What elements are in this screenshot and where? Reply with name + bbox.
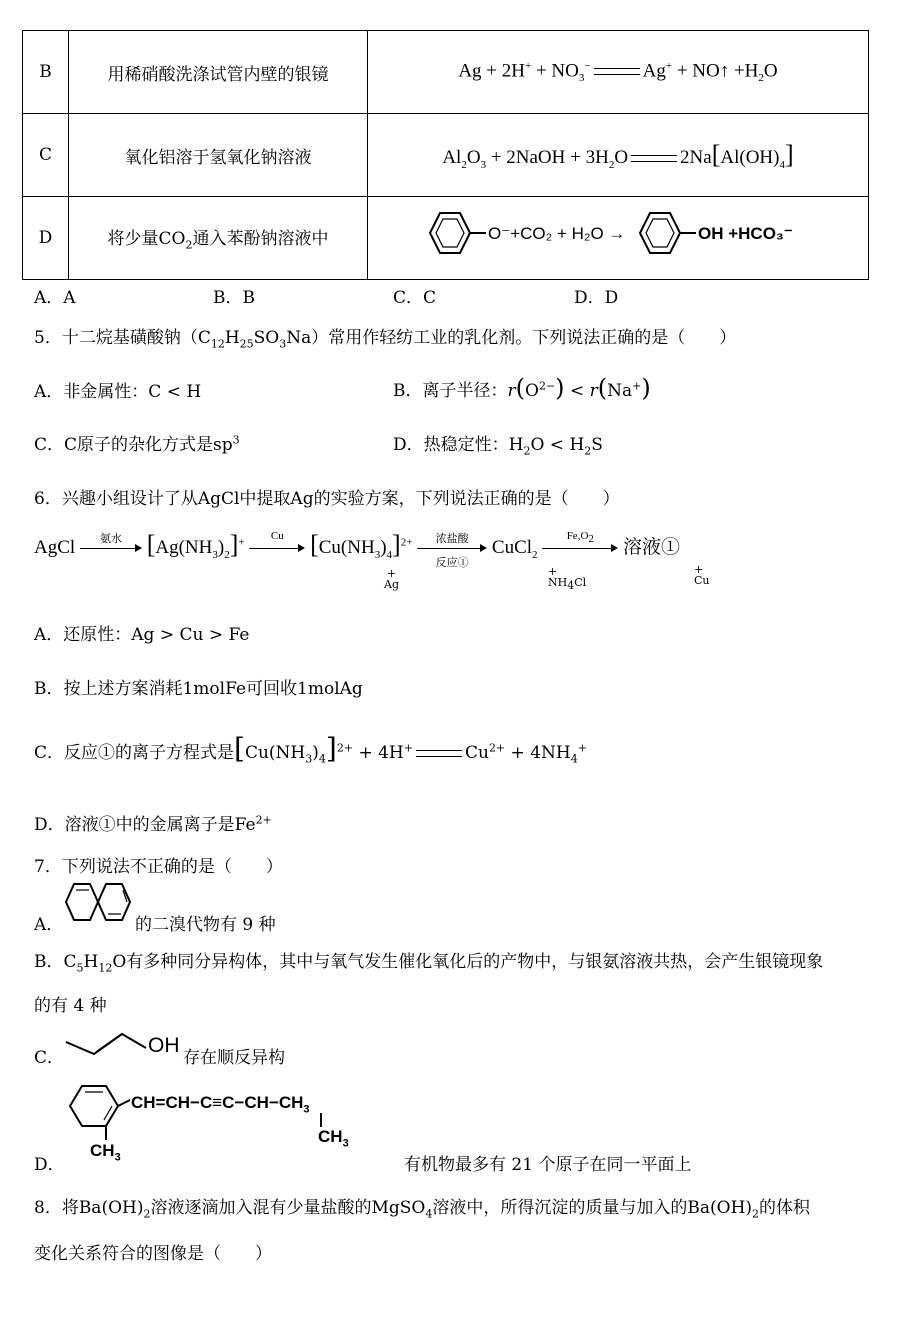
q6-plus-ag: + Ag <box>384 567 399 591</box>
q7-option-c-oh: OH <box>148 1034 180 1057</box>
q5-option-c: C．C原子的杂化方式是$sp^3$ <box>34 433 240 455</box>
svg-text:OH +HCO₃⁻: OH +HCO₃⁻ <box>698 223 793 243</box>
q4-option-a: A．A <box>34 288 76 308</box>
q7-option-b-line2: 的有 4 种 <box>34 996 107 1016</box>
butenol-structure <box>64 1028 148 1058</box>
q5-option-b: B．离子半径：$r(O^{2-}) < r(Na^+)$ <box>393 374 651 402</box>
q7-option-a-label: A． <box>34 915 64 935</box>
q6-scheme: AgCl 氨水 $[Ag(NH_3)_2]^+$ Cu $[Cu(NH_3)_4]^{2+}$ 浓盐酸 反应① CuCl$_2$ $Fe,O_2$ 溶液① <box>34 529 681 569</box>
q7-option-c-text: 存在顺反异构 <box>183 1048 285 1068</box>
q8-stem-line2: 变化关系符合的图像是（ ） <box>34 1244 272 1264</box>
table-row <box>23 31 869 114</box>
row-equation-image <box>368 197 869 280</box>
q4-option-b: B．B <box>213 288 255 308</box>
row-letter: B <box>23 31 69 114</box>
q7-option-d-branch-bond <box>320 1113 324 1127</box>
q7-option-d-ch3-branch: $CH_3$ <box>318 1127 349 1150</box>
row-letter: D <box>23 197 69 280</box>
row-description: 氧化铝溶于氢氧化钠溶液 <box>69 114 368 197</box>
q6-option-a: A．还原性：Ag > Cu > Fe <box>34 625 250 645</box>
table-row <box>23 197 869 280</box>
row-letter: C <box>23 114 69 197</box>
q4-option-c: C．C <box>393 288 437 308</box>
phenoxide-reaction-diagram <box>418 205 818 267</box>
q5-option-d: D．热稳定性：$H_2O < H_2S$ <box>393 435 603 458</box>
q5-option-a: A．非金属性：C < H <box>34 382 202 402</box>
q5-stem: 5．十二烷基磺酸钠$(C_{12}H_{25}SO_3Na)$常用作轻纺工业的乳化剂。下列说法正确的是（ ） <box>34 328 737 351</box>
q6-plus-nh4cl: + $NH_4Cl$ <box>548 565 587 593</box>
q7-option-b: B．$C_5H_{12}O$有多种同分异构体，其中与氧气发生催化氧化后的产物中，与银氨溶液共热，会产生银镜现象 <box>34 952 824 975</box>
q6-option-c: C．反应①的离子方程式是$[Cu(NH_3)_4]^{2+} + 4H^+$ $Cu^{2+} + 4NH_4^+$ <box>34 732 587 766</box>
reaction-table <box>22 30 869 280</box>
q7-option-d-text: 有机物最多有 21 个原子在同一平面上 <box>404 1155 692 1175</box>
svg-text:O⁻+CO₂ + H₂O →: O⁻+CO₂ + H₂O → <box>488 223 626 243</box>
row-description: 用稀硝酸洗涤试管内壁的银镜 <box>69 31 368 114</box>
table-row <box>23 114 869 197</box>
row-equation: $Ag + 2H^+ + NO_3^-$ Ag+ + NO↑ $+H_2O$ <box>368 31 869 114</box>
q7-option-d-chain: $CH=CH-C\equiv C-CH-CH_3$ <box>131 1093 310 1116</box>
q7-option-c-label: C． <box>34 1048 65 1068</box>
q6-option-b: B．按上述方案消耗1molFe可回收1molAg <box>34 679 363 699</box>
q8-stem-line1: 8．将$Ba(OH)_2$溶液逐滴加入混有少量盐酸的MgSO$_4$溶液中，所得沉淀的质量与加入的$Ba(OH)_2$的体积 <box>34 1198 811 1221</box>
q7-option-a-text: 的二溴代物有 9 种 <box>135 915 276 935</box>
q7-option-d-ch3-ring: $CH_3$ <box>90 1141 121 1164</box>
q7-stem: 7．下列说法不正确的是（ ） <box>34 857 283 877</box>
q7-option-d-label: D． <box>34 1155 65 1175</box>
q4-option-d: D．D <box>574 288 619 308</box>
q6-option-d: D．溶液①中的金属离子是$Fe^{2+}$ <box>34 813 272 835</box>
naphthalene-structure <box>62 880 138 928</box>
row-description: 将少量$CO_2$通入苯酚钠溶液中 <box>69 197 368 280</box>
q6-plus-cu: + Cu <box>694 563 710 587</box>
q6-stem: 6．兴趣小组设计了从AgCl中提取Ag的实验方案，下列说法正确的是（ ） <box>34 489 620 509</box>
row-equation: $Al_2O_3$ + 2NaOH + $3H_2O$ $2Na[Al(OH)_4]$ <box>368 114 869 197</box>
